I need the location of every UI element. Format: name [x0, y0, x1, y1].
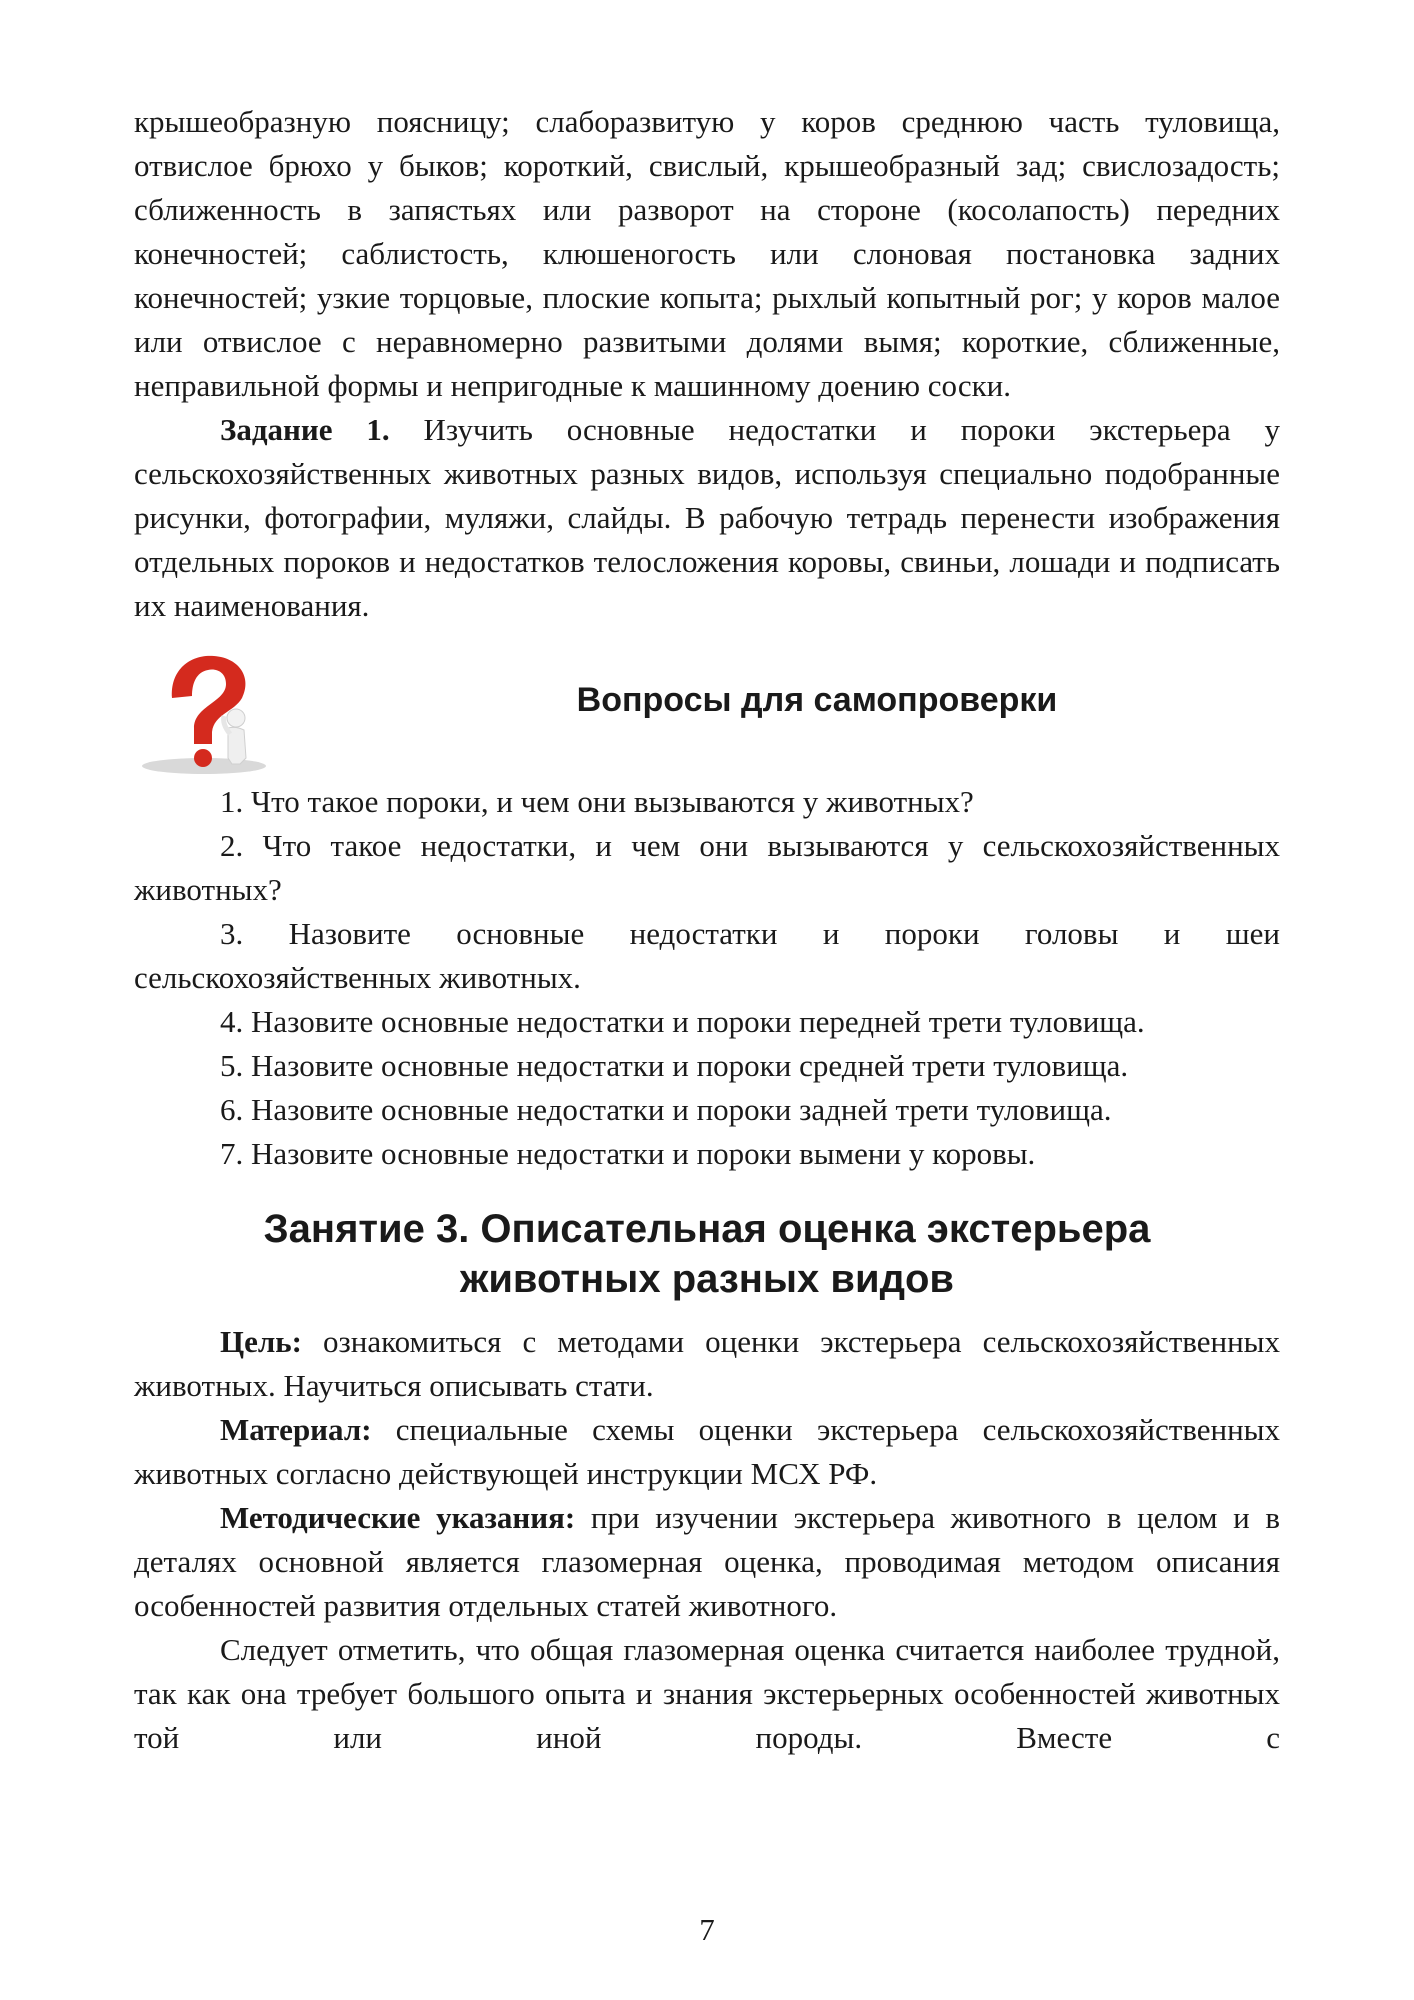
question-5: 5. Назовите основные недостатки и пороки средней трети туловища.	[220, 1048, 1129, 1083]
question-2: 2. Что такое недостатки, и чем они вызываются у сельскохозяйственных животных?	[134, 828, 1280, 907]
question-4: 4. Назовите основные недостатки и пороки передней трети туловища.	[220, 1004, 1145, 1039]
task-text: Изучить основные недостатки и пороки экстерьера у сельскохозяйственных животных разных видов, используя специально подобранные рисунки, фотографии, муляжи, слайды. В рабочую тетрадь перенести изображения отдельных пороков и недостатков телосложения коровы, свиньи, лошади и подписать их наименования.	[134, 412, 1280, 623]
intro-paragraph: крышеобразную поясницу; слаборазвитую у коров среднюю часть туловища, отвислое брюхо у быков; короткий, свислый, крышеобразный зад; свислозадость; сближенность в запястьях или разворот на стороне (косолапость) передних конечностей; саблистость, клюшеногость или слоновая постановка задних конечностей; узкие торцовые, плоские копыта; рыхлый копытный рог; у коров малое или отвислое с неравномерно развитыми долями вымя; короткие, сближенные, неправильной формы и непригодные к машинному доению соски.	[134, 104, 1280, 403]
lesson-title-line-1: Занятие 3. Описательная оценка экстерьера	[263, 1207, 1151, 1251]
lesson-title-line-2: животных разных видов	[459, 1257, 955, 1301]
question-7: 7. Назовите основные недостатки и пороки вымени у коровы.	[220, 1136, 1036, 1171]
question-1: 1. Что такое пороки, и чем они вызываются у животных?	[220, 784, 974, 819]
document-page	[134, 100, 1280, 1760]
last-paragraph: Следует отметить, что общая глазомерная оценка считается наиболее трудной, так как она требует большого опыта и знания экстерьерных особенностей животных той или иной породы. Вместе с	[134, 1632, 1280, 1755]
lesson-title	[134, 1204, 1280, 1304]
methods-label: Методические указания:	[220, 1500, 576, 1535]
page-number: 7	[699, 1912, 715, 1947]
goal-label: Цель:	[220, 1324, 302, 1359]
material-text: специальные схемы оценки экстерьера сельскохозяйственных животных согласно действующей инструкции МСХ РФ.	[134, 1412, 1280, 1491]
goal-text: ознакомиться с методами оценки экстерьера сельскохозяйственных животных. Научиться описывать стати.	[134, 1324, 1280, 1403]
question-3: 3. Назовите основные недостатки и пороки головы и шеи сельскохозяйственных животных.	[134, 916, 1280, 995]
methods-paragraph	[134, 1496, 1280, 1628]
methods-text: при изучении экстерьера животного в целом и в деталях основной является глазомерная оценка, проводимая методом описания особенностей развития отдельных статей животного.	[134, 1500, 1280, 1623]
task-paragraph	[134, 408, 1280, 628]
task-label: Задание 1.	[220, 412, 390, 447]
material-paragraph	[134, 1408, 1280, 1496]
material-label: Материал:	[220, 1412, 372, 1447]
goal-paragraph	[134, 1320, 1280, 1408]
questions-header	[134, 640, 1280, 780]
question-6: 6. Назовите основные недостатки и пороки задней трети туловища.	[220, 1092, 1112, 1127]
questions-heading: Вопросы для самопроверки	[576, 681, 1058, 719]
